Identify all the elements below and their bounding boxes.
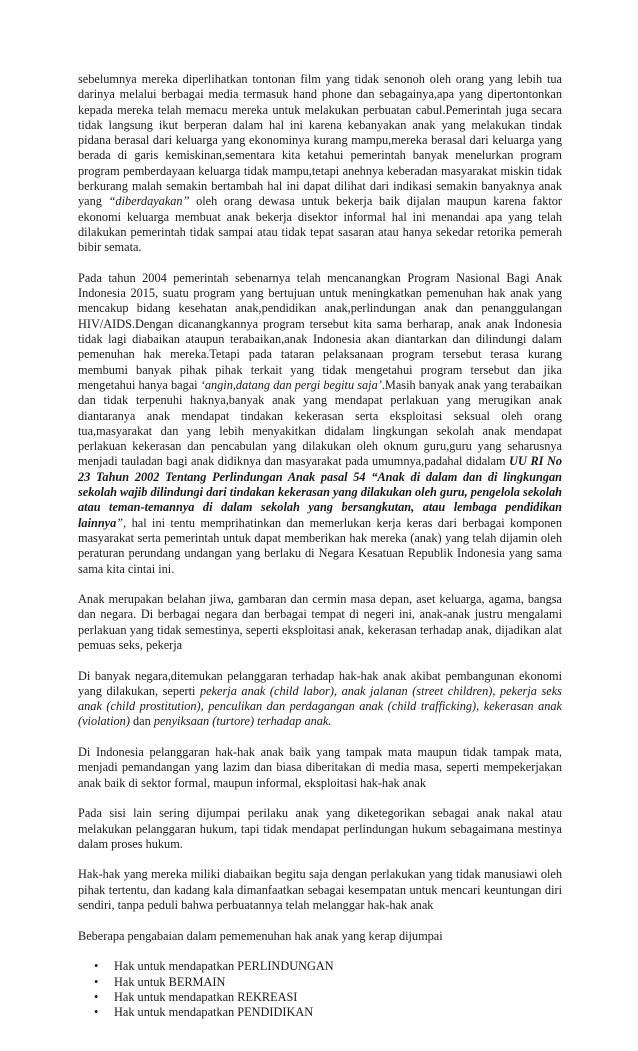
paragraph (78, 929, 562, 944)
text-run: Di Indonesia pelanggaran hak-hak anak baik yang tampak mata maupun tidak tampak mata, menjadi pemandangan yang lazim dan biasa diberitakan di media masa, seperti mempekerjakan anak baik di sektor formal, maupun informal, eksploitasi hak-hak anak (78, 745, 562, 790)
body-text (78, 72, 562, 944)
emphasis-run: pekerja anak (child labor) (199, 683, 334, 698)
emphasis-run: UU RI No 23 Tahun 2002 Tentang Perlindungan Anak pasal 54 “Anak di dalam dan di lingkungan sekolah wajib dilindungi dari tindakan kekerasan yang dilakukan oleh guru, pengelola sekolah atau teman-temannya di dalam sekolah yang bersangkutan, atau lembaga pendidikan lainnya (78, 454, 562, 530)
text-run: Pada tahun 2004 pemerintah sebenarnya telah mencanangkan Program Nasional Bagi Anak Indonesia 2015, suatu program yang bertujuan untuk meningkatkan pemenuhan hak anak yang mencakup bidang kesehatan anak,pendidikan anak,perlindungan anak dan penanggulangan HIV/AIDS.Dengan dicanangkannya program tersebut kita sama berharap, anak anak Indonesia tidak lagi diabaikan ataupun terabaikan,anak Indonesia akan diantarkan dan dilindungi dalam pemenuhan hak mereka.Tetapi pada tataran pelaksanaan program tersebut terasa kurang membumi banyak pihak pihak terkait yang tidak mengetahui program tersebut dan jika mengetahui hanya bagai (78, 270, 562, 392)
bullet-item: • Hak untuk mendapatkan REKREASI (114, 990, 562, 1005)
text-run: .Masih banyak anak yang terabaikan dan tidak terpenuhi haknya,banyak anak yang mendapat perlakuan yang merugikan anak diantaranya anak mendapat tindakan kekerasan serta eksploitasi seksual oleh orang tua,masyarakat dan yang lebih menyakitkan didalam lingkungan sekolah anak mendapat perlakuan kekerasan dan pencabulan yang dilakukan oleh oknum guru,guru yang seharusnya menjadi tauladan bagi anak didiknya dan masyarakat pada umumnya,padahal didalam (78, 377, 562, 469)
paragraph (78, 271, 562, 577)
emphasis-run: ‘angin,datang dan pergi begitu saja’ (200, 377, 382, 392)
paragraph (78, 867, 562, 913)
paragraph (78, 669, 562, 730)
text-run: hal ini tentu memprihatinkan dan memerlukan kerja keras dari berbagai komponen masyarakat serta pemerintah untuk dapat memberikan hak mereka (anak) yang telah dijamin oleh peraturan perundang undangan yang berlaku di Negara Kesatuan Republik Indonesia yang sama sama kita cintai ini. (78, 515, 562, 576)
text-run: Beberapa pengabaian dalam pememenuhan hak anak yang kerap dijumpai (78, 928, 443, 943)
rights-bullet-list (78, 959, 562, 1020)
text-run: sebelumnya mereka diperlihatkan tontonan film yang tidak senonoh oleh orang yang lebih tua darinya melalui berbagai media termasuk hand phone dan sebagainya,apa yang dipertontonkan kepada mereka telah memacu mereka untuk melakukan perbuatan cabul.Pemerintah juga secara tidak langsung ikut berperan dalam hal ini karena kebanyakan anak yang melakukan tindak pidana berasal dari keluarga yang ekonominya kurang mampu,mereka berasal dari keluarga yang berada di garis kemiskinan,sementara kita ketahui pemerintah banyak menelurkan program program pemberdayaan keluarga tidak mampu,tetapi anehnya keberadan masyarakat miskin tidak berkurang malah semakin bertambah hal ini dapat dilihat dari indikasi semakin banyaknya anak yang (78, 72, 562, 209)
text-run: dan (129, 714, 154, 729)
emphasis-run: penyiksaan (turtore) terhadap anak. (153, 714, 332, 729)
text-run: oleh orang dewasa untuk bekerja baik dijalan maupun karena faktor ekonomi keluarga membuat anak bekerja disektor informal hal ini menandai apa yang telah dilakukan pemerintah tidak sampai atau tidak tepat sasaran atau hanya sekedar retorika pemerah bibir semata. (78, 194, 563, 255)
text-run: Pada sisi lain sering dijumpai perilaku anak yang diketegorikan sebagai anak nakal atau melakukan pelanggaran hukum, tapi tidak mendapat perlindungan hukum sebagaimana mestinya dalam proses hukum. (78, 806, 562, 851)
text-run: Anak merupakan belahan jiwa, gambaran dan cermin masa depan, aset keluarga, agama, bangsa dan negara. Di berbagai negara dan berbagai tempat di negeri ini, anak-anak justru mengalami perlakuan yang tidak semestinya, seperti eksploitasi anak, kekerasan terhadap anak, dijadikan alat pemuas seks, pekerja (78, 592, 562, 652)
emphasis-run: ”, (116, 515, 127, 530)
bullet-item: • Hak untuk mendapatkan PERLINDUNGAN (114, 959, 562, 974)
text-run: , (333, 683, 342, 698)
bullet-item: • Hak untuk BERMAIN (114, 975, 562, 990)
paragraph (78, 745, 562, 791)
bullet-item: • Hak untuk mendapatkan PENDIDIKAN (114, 1005, 562, 1020)
text-run: Hak-hak yang mereka miliki diabaikan begitu saja dengan perlakukan yang tidak manusiawi oleh pihak tertentu, dan kadang kala dimanfaatkan sebagai kesempatan untuk mencari keuntungan diri sendiri, tanpa peduli bahwa perbuatannya telah melanggar hak-hak anak (78, 867, 562, 913)
emphasis-run: anak jalanan (street children), pekerja seks anak (child prostitution), penculikan dan perdagangan anak (child trafficking), kekerasan anak (violation) (78, 683, 562, 729)
paragraph (78, 806, 562, 852)
text-run: Di banyak negara,ditemukan pelanggaran terhadap hak-hak anak akibat pembangunan ekonomi yang dilakukan, seperti (78, 668, 562, 698)
paragraph (78, 72, 562, 256)
paragraph (78, 592, 562, 653)
emphasis-run: “diberdayakan” (108, 194, 190, 209)
